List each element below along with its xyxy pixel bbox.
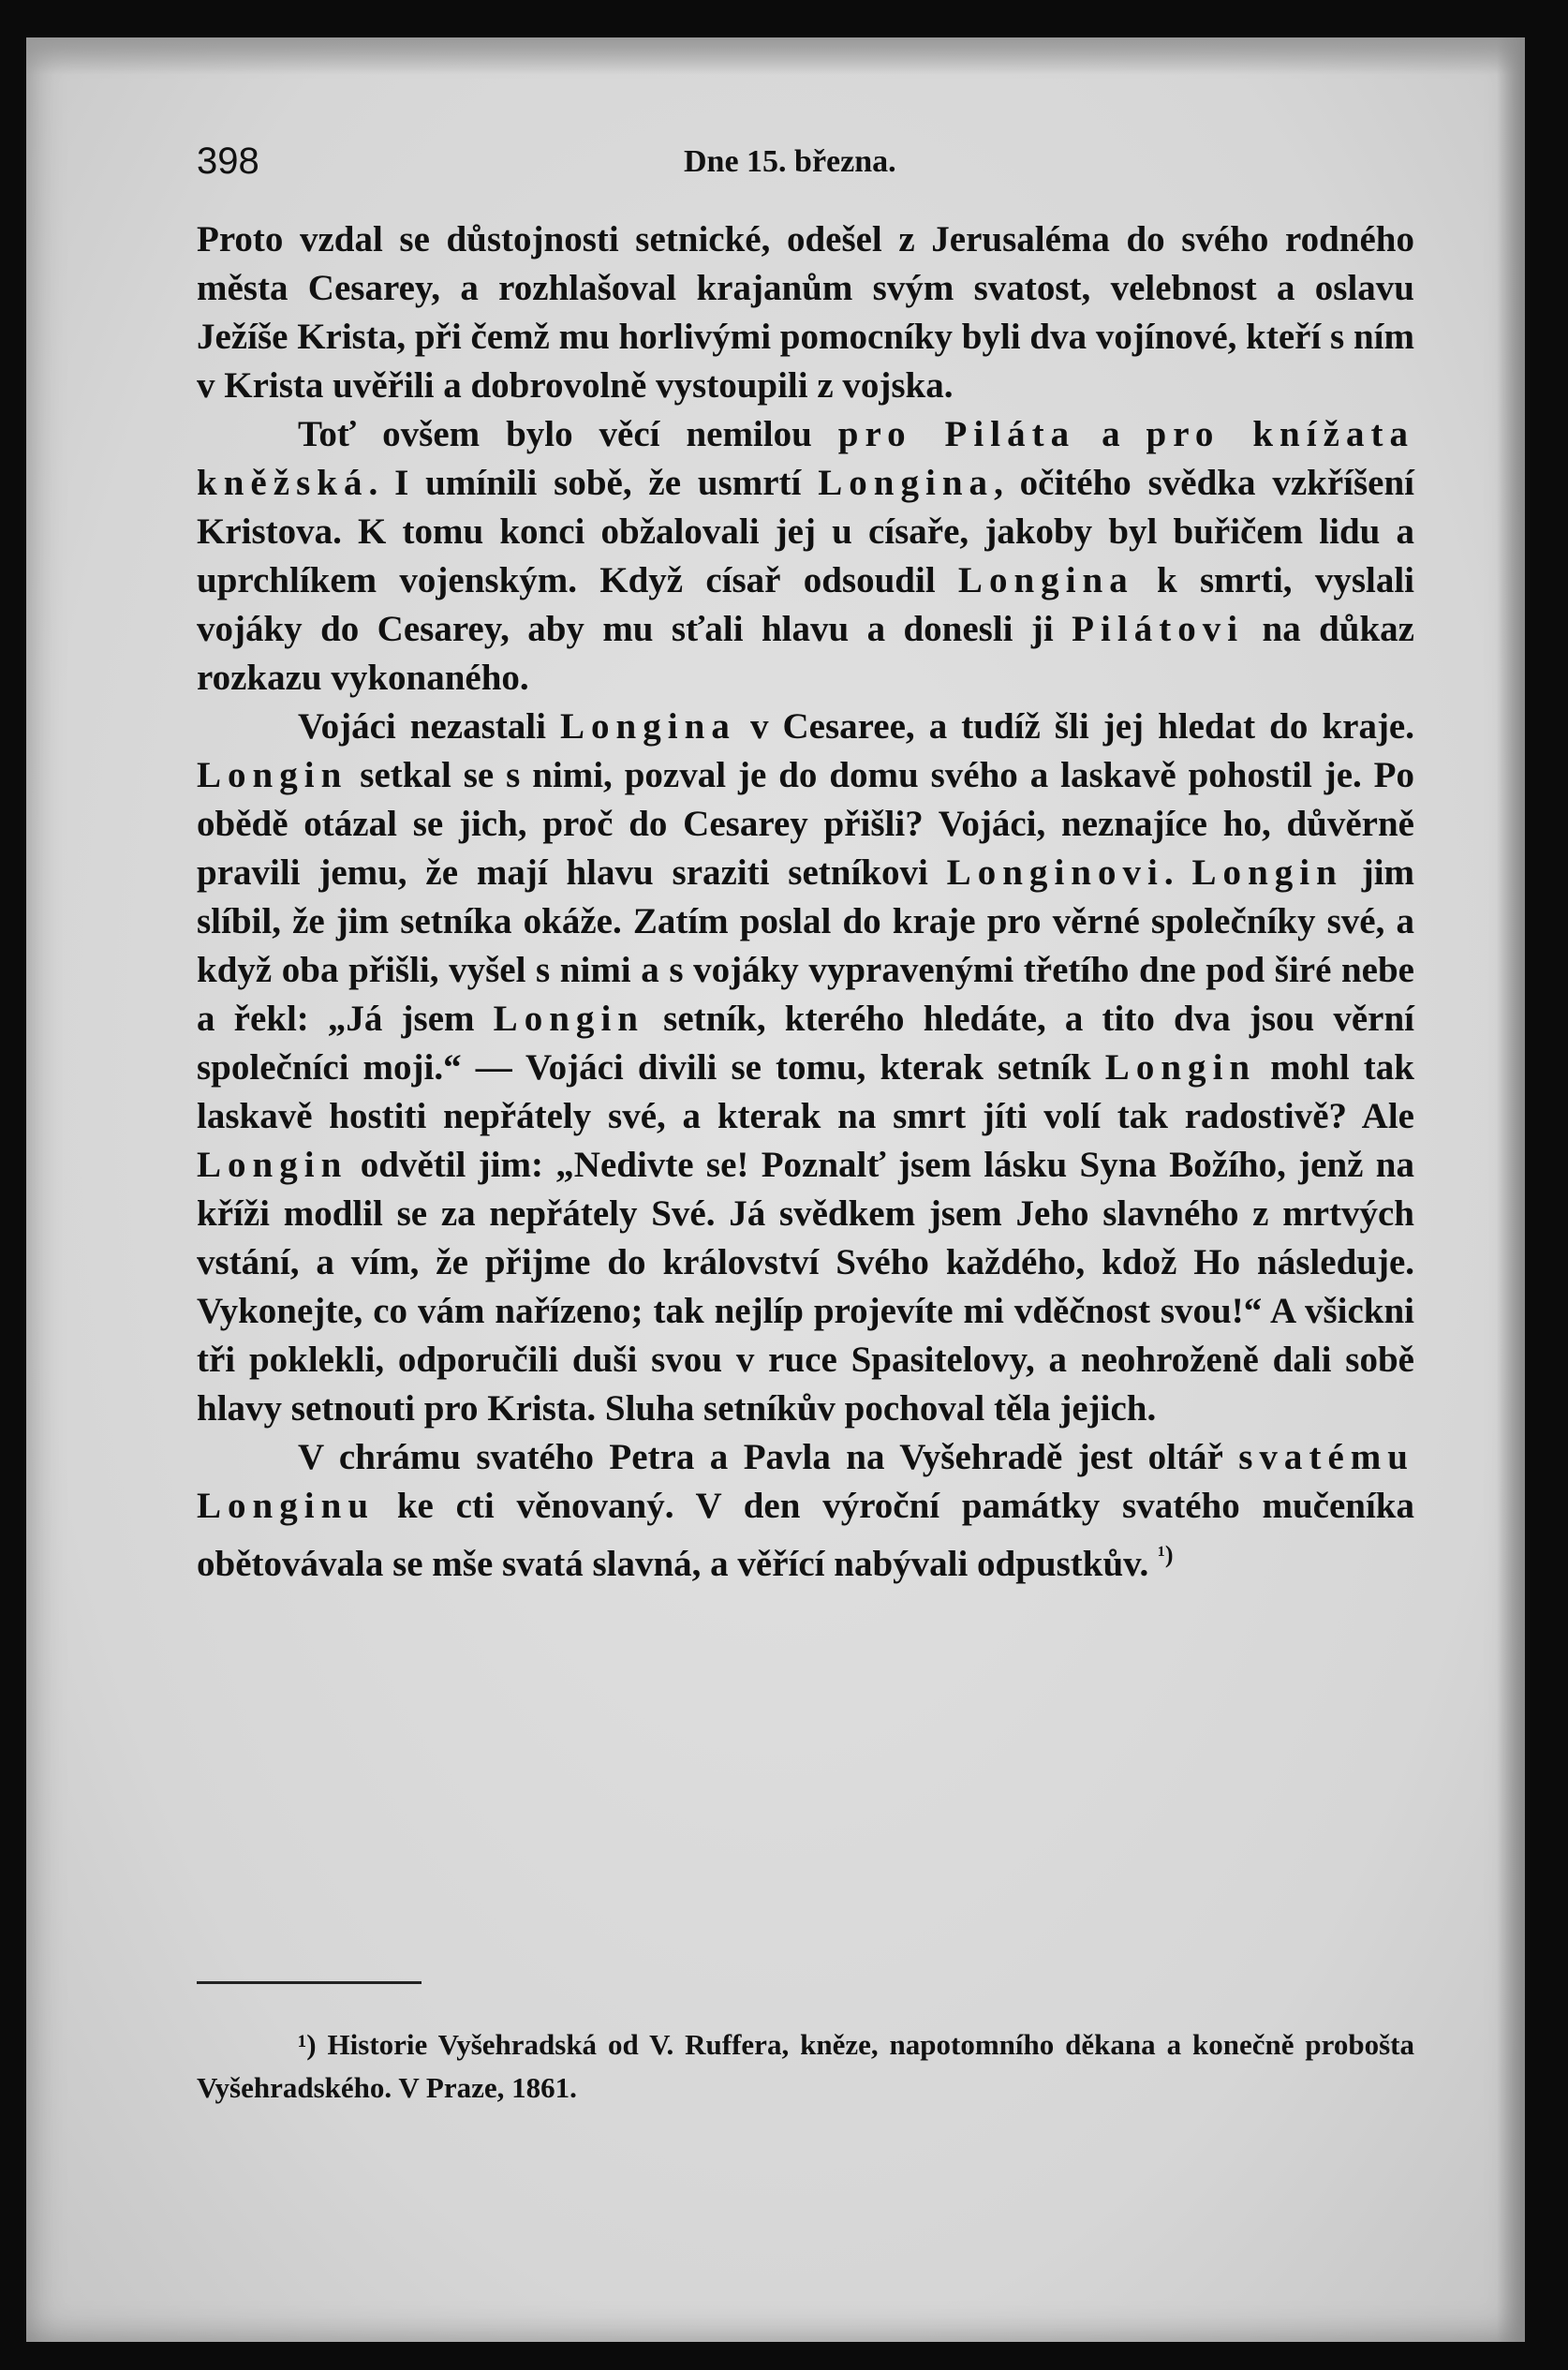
footnote-divider — [197, 1981, 422, 1984]
text-run: mohl tak laskavě hostiti nepřátely své, a kterak na smrt jíti volí tak radostivě? Ale — [197, 1047, 1414, 1136]
text-run: . — [1163, 852, 1192, 893]
footnote-reference[interactable]: ¹) — [1158, 1541, 1174, 1568]
spaced-name: svatému Longinu — [197, 1437, 1414, 1526]
text-run: jim slíbil, že jim setníka okáže. Zatím poslal do kraje pro věrné společníky své, a když oba přišli, vyšel s nimi a s vojáky vypravenými třetího dne pod širé nebe a řekl: „Já jsem — [197, 852, 1415, 1039]
spaced-name: Longina — [560, 706, 736, 747]
page-edge-shadow-top — [26, 37, 1525, 75]
body-text — [197, 215, 1414, 1589]
text-run: ke cti věnovaný. V den výroční památky svatého mučeníka obětovávala se mše svatá slavná, a věřící nabývali odpustkův. — [197, 1486, 1414, 1584]
text-run: , očitého svědka vzkříšení Kristova. K tomu konci obžalovali jej u císaře, jakoby byl buřičem lidu a uprchlíkem vojenským. Když císař odsoudil — [197, 463, 1414, 600]
text-run: k smrti, vyslali vojáky do Cesarey, aby mu sťali hlavu a donesli ji — [197, 560, 1414, 649]
spaced-name: Pilátovi — [1072, 609, 1245, 649]
running-head: Dne 15. března. — [684, 144, 896, 179]
spaced-name: Longin — [1191, 852, 1343, 893]
spaced-name: Longin — [1104, 1047, 1257, 1088]
spaced-name: Longin — [197, 755, 348, 795]
page-header — [197, 141, 1414, 197]
spaced-name: Longinovi — [946, 852, 1164, 893]
spaced-name: Longina — [957, 560, 1134, 600]
paragraph-3 — [197, 703, 1414, 1433]
spaced-name: Longin — [493, 999, 645, 1039]
text-run: Proto vzdal se důstojnosti setnické, odešel z Jerusaléma do svého rodného města Cesarey, a rozhlašoval krajanům svým svatost, velebnost a oslavu Ježíše Krista, při čemž mu horlivými pomocníky byli dva vojínové, kteří s ním v Krista uvěřili a dobrovolně vystoupili z vojska. — [197, 219, 1414, 406]
spaced-name: Longin — [197, 1145, 348, 1185]
paragraph-4 — [197, 1433, 1414, 1589]
text-run: setník, kterého hledáte, a tito dva jsou věrní společníci moji.“ — Vojáci divili se tomu, kterak setník — [197, 999, 1414, 1088]
footnote-text: Historie Vyšehradská od V. Ruffera, kněze, napotomního děkana a konečně probošta Vyšehradského. V Praze, 1861. — [197, 2028, 1414, 2104]
text-run: Vojáci nezastali — [298, 706, 560, 747]
text-run: V chrámu svatého Petra a Pavla na Vyšehradě jest oltář — [298, 1437, 1239, 1477]
text-run: setkal se s nimi, pozval je do domu svého a laskavě pohostil je. Po obědě otázal se jich, proč do Cesarey přišli? Vojáci, neznajíce ho, důvěrně pravili jemu, že mají hlavu sraziti setníkovi — [197, 755, 1414, 893]
page-number: 398 — [197, 141, 259, 182]
paragraph-2 — [197, 410, 1414, 703]
page-edge-shadow-right — [1497, 37, 1525, 2342]
footnote-mark: ¹) — [298, 2028, 317, 2061]
text-run: odvětil jim: „Nedivte se! Poznalť jsem lásku Syna Božího, jenž na kříži modlil se za nepřátely Své. Já svědkem jsem Jeho slavného z mrtvých vstání, a vím, že přijme do království Svého každého, kdož Ho následuje. Vykonejte, co vám nařízeno; tak nejlíp projevíte mi vděčnost svou!“ A všickni tři poklekli, odporučili duši svou v ruce Spasitelovy, a neohroženě dali sobě hlavy setnouti pro Krista. Sluha setníkův pochoval těla jejich. — [197, 1145, 1414, 1429]
text-run: v Cesaree, a tudíž šli jej hledat do kraje. — [735, 706, 1414, 747]
paragraph-1 — [197, 215, 1414, 410]
text-run: a — [1075, 414, 1146, 454]
spaced-name: pro knížata kněžská — [197, 414, 1414, 503]
spaced-name: Longina — [818, 463, 995, 503]
spaced-name: pro Piláta — [837, 414, 1076, 454]
footnote — [197, 2023, 1414, 2110]
text-run: . I umínili sobě, že usmrtí — [368, 463, 819, 503]
text-run: na důkaz rozkazu vykonaného. — [197, 609, 1414, 698]
text-run: Toť ovšem bylo věcí nemilou — [298, 414, 838, 454]
